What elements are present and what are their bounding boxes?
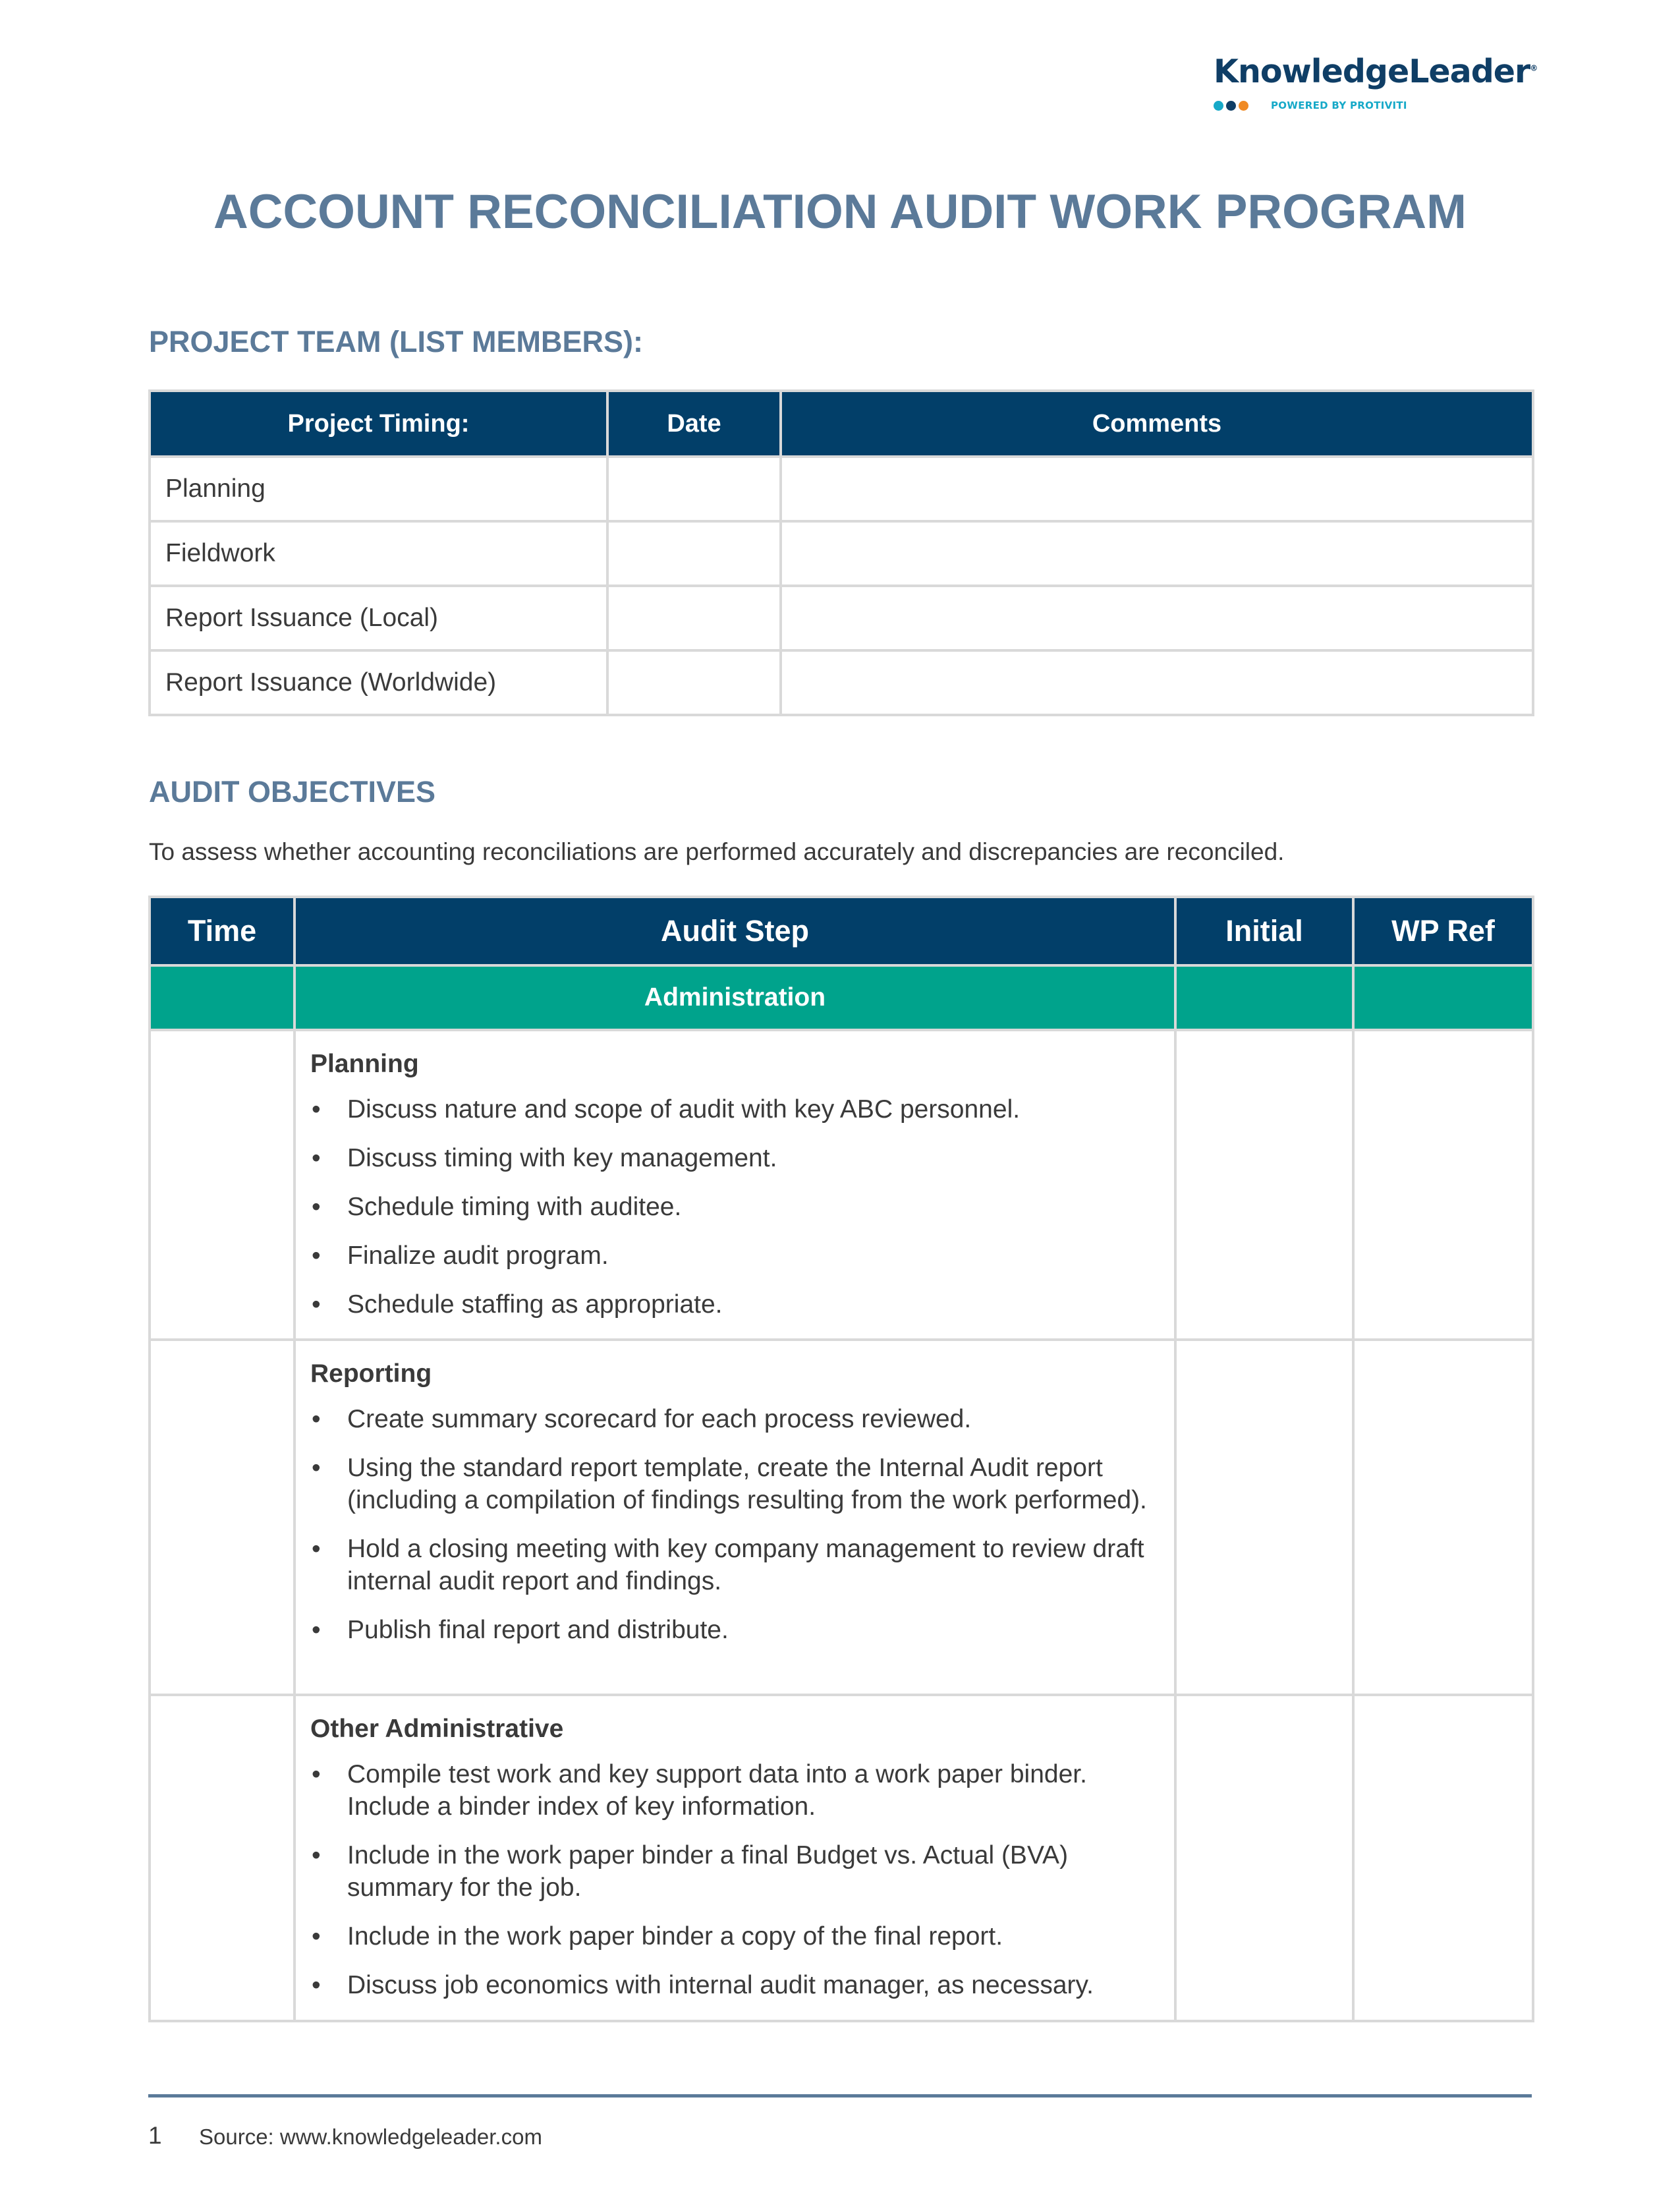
list-item [310, 1533, 1158, 1597]
logo-dot-navy-icon [1226, 101, 1236, 111]
table-row [150, 1030, 1533, 1340]
bullet-icon: • [312, 1454, 321, 1482]
table-row [150, 1695, 1533, 2021]
bullet-icon: • [312, 1144, 321, 1172]
list-item-text: Discuss timing with key management. [347, 1144, 777, 1172]
timing-label: Fieldwork [150, 521, 607, 586]
initial-cell[interactable] [1175, 1695, 1353, 2021]
table-row [150, 650, 1533, 715]
list-item [310, 1969, 1158, 2001]
col-header-date: Date [607, 391, 781, 457]
logo-tagline-row [1214, 100, 1530, 111]
list-item [310, 1839, 1158, 1904]
section-wpref-cell [1353, 965, 1533, 1030]
list-item-text: Using the standard report template, create the Internal Audit report (including a compilation of findings resulting from the work performed). [347, 1454, 1147, 1514]
comments-cell[interactable] [781, 457, 1533, 521]
list-item-text: Hold a closing meeting with key company management to review draft internal audit report and findings. [347, 1535, 1144, 1595]
bullet-icon: • [312, 1405, 321, 1433]
list-item [310, 1920, 1158, 1953]
list-item [310, 1142, 1158, 1174]
bullet-icon: • [312, 1290, 321, 1319]
list-item-text: Include in the work paper binder a copy of the final report. [347, 1922, 1003, 1951]
step-bullet-list [310, 1403, 1158, 1646]
list-item-text: Schedule timing with auditee. [347, 1193, 682, 1221]
col-header-time: Time [150, 897, 294, 965]
list-item [310, 1403, 1158, 1435]
logo-dot-cyan-icon [1214, 101, 1223, 111]
date-cell[interactable] [607, 586, 781, 650]
section-time-cell [150, 965, 294, 1030]
section-label: Administration [294, 965, 1175, 1030]
project-team-heading: PROJECT TEAM (LIST MEMBERS): [149, 325, 643, 358]
step-title: Reporting [310, 1359, 432, 1388]
audit-steps-table [148, 896, 1534, 2022]
list-item-text: Finalize audit program. [347, 1241, 609, 1270]
audit-step-cell [294, 1030, 1175, 1340]
list-item-text: Discuss job economics with internal audit manager, as necessary. [347, 1971, 1094, 1999]
bullet-icon: • [312, 1535, 321, 1563]
bullet-icon: • [312, 1193, 321, 1221]
list-item [310, 1614, 1158, 1646]
section-row-administration [150, 965, 1533, 1030]
step-title: Planning [310, 1050, 419, 1078]
list-item [310, 1452, 1158, 1516]
logo-wordmark-text: KnowledgeLeader [1214, 53, 1530, 90]
page-title: ACCOUNT RECONCILIATION AUDIT WORK PROGRAM [213, 185, 1467, 239]
bullet-icon: • [312, 1922, 321, 1951]
wp-ref-cell[interactable] [1353, 1030, 1533, 1340]
list-item [310, 1191, 1158, 1223]
bullet-icon: • [312, 1841, 321, 1869]
timing-header-row [150, 391, 1533, 457]
list-item [310, 1288, 1158, 1321]
step-title: Other Administrative [310, 1715, 564, 1743]
wp-ref-cell[interactable] [1353, 1340, 1533, 1695]
step-bullet-list [310, 1758, 1158, 2001]
knowledgeleader-logo [1214, 53, 1538, 111]
bullet-icon: • [312, 1095, 321, 1124]
comments-cell[interactable] [781, 521, 1533, 586]
date-cell[interactable] [607, 650, 781, 715]
logo-wordmark [1214, 53, 1538, 90]
audit-step-cell [294, 1695, 1175, 2021]
timing-label: Planning [150, 457, 607, 521]
bullet-icon: • [312, 1616, 321, 1644]
bullet-icon: • [312, 1971, 321, 1999]
page-number: 1 [148, 2122, 162, 2149]
col-header-comments: Comments [781, 391, 1533, 457]
table-row [150, 521, 1533, 586]
footer-divider [148, 2094, 1532, 2097]
bullet-icon: • [312, 1760, 321, 1788]
time-cell[interactable] [150, 1695, 294, 2021]
col-header-project-timing: Project Timing: [150, 391, 607, 457]
wp-ref-cell[interactable] [1353, 1695, 1533, 2021]
list-item-text: Compile test work and key support data into a work paper binder. Include a binder index of key information. [347, 1760, 1087, 1821]
list-item [310, 1758, 1158, 1823]
audit-header-row [150, 897, 1533, 965]
list-item-text: Discuss nature and scope of audit with key ABC personnel. [347, 1095, 1021, 1124]
timing-label: Report Issuance (Worldwide) [150, 650, 607, 715]
time-cell[interactable] [150, 1340, 294, 1695]
comments-cell[interactable] [781, 586, 1533, 650]
initial-cell[interactable] [1175, 1030, 1353, 1340]
comments-cell[interactable] [781, 650, 1533, 715]
table-row [150, 1340, 1533, 1695]
time-cell[interactable] [150, 1030, 294, 1340]
logo-dot-orange-icon [1239, 101, 1248, 111]
audit-objectives-heading: AUDIT OBJECTIVES [149, 775, 436, 809]
list-item [310, 1093, 1158, 1126]
project-timing-table [148, 389, 1534, 716]
timing-label: Report Issuance (Local) [150, 586, 607, 650]
col-header-audit-step: Audit Step [294, 897, 1175, 965]
source-citation: Source: www.knowledgeleader.com [199, 2125, 542, 2149]
table-row [150, 457, 1533, 521]
audit-objective-text: To assess whether accounting reconciliations are performed accurately and discrepancies are reconciled. [149, 838, 1285, 865]
table-row [150, 586, 1533, 650]
list-item-text: Include in the work paper binder a final Budget vs. Actual (BVA) summary for the job. [347, 1841, 1069, 1902]
date-cell[interactable] [607, 521, 781, 586]
list-item-text: Schedule staffing as appropriate. [347, 1290, 723, 1319]
initial-cell[interactable] [1175, 1340, 1353, 1695]
col-header-initial: Initial [1175, 897, 1353, 965]
list-item-text: Create summary scorecard for each process reviewed. [347, 1405, 972, 1433]
logo-tagline: POWERED BY PROTIVITI [1271, 100, 1407, 111]
list-item-text: Publish final report and distribute. [347, 1616, 729, 1644]
step-bullet-list [310, 1093, 1158, 1321]
list-item [310, 1240, 1158, 1272]
bullet-icon: • [312, 1241, 321, 1270]
section-initial-cell [1175, 965, 1353, 1030]
date-cell[interactable] [607, 457, 781, 521]
registered-mark: ® [1530, 63, 1538, 73]
col-header-wp-ref: WP Ref [1353, 897, 1533, 965]
audit-step-cell [294, 1340, 1175, 1695]
